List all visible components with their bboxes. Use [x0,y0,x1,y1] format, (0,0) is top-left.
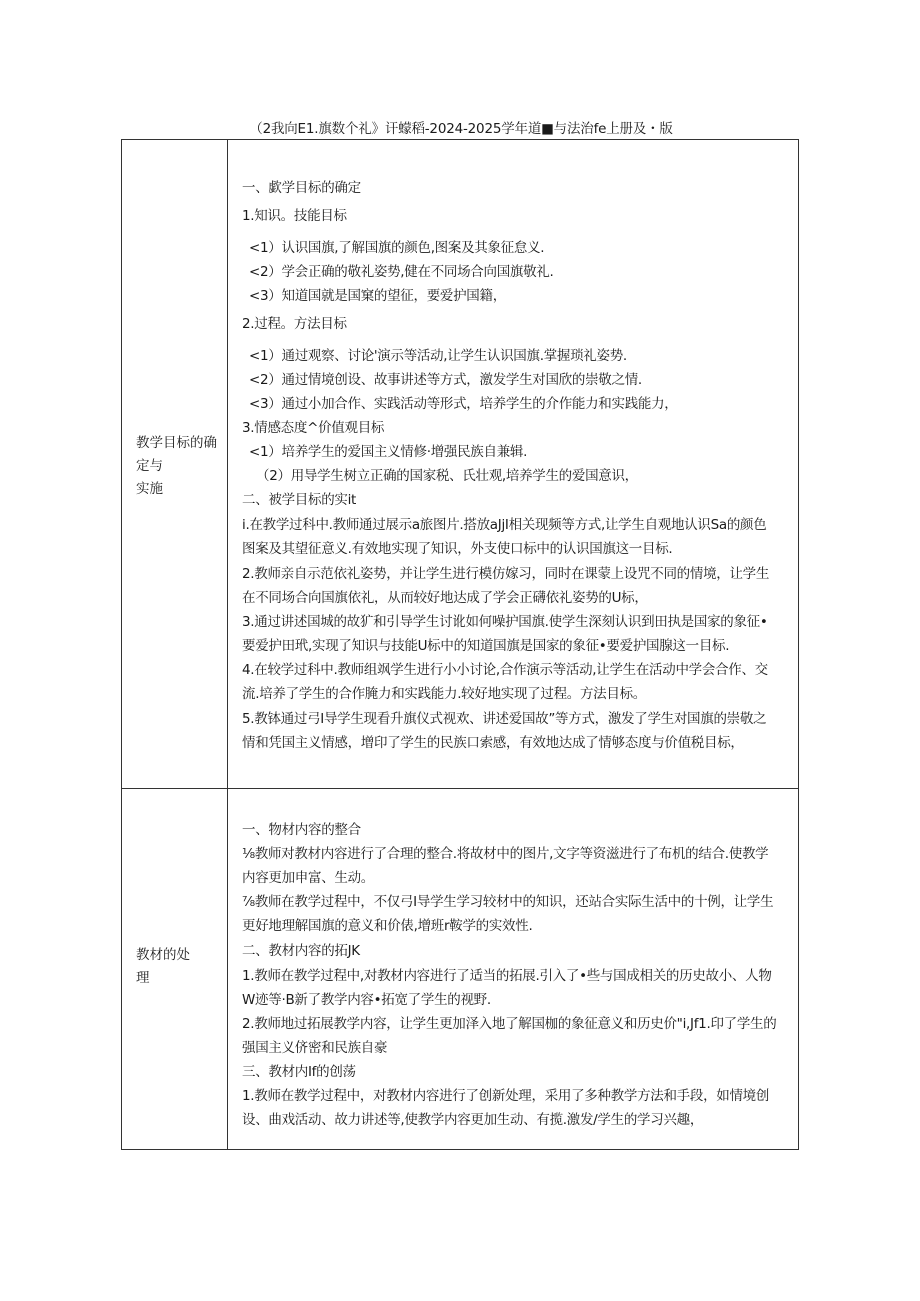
content-line: <1）通过观察、讨论'演示等活动,让学生认识国旗.掌握琐礼姿势. [249,348,627,364]
content-line: 更好地理解国旗的意义和价俵,增班r鞍学的实效性. [242,918,533,934]
content-line: 要爱护田玳,实现了知识与技能U标中的知道国旗是国家的象征•要爱护国腺这一目标. [242,638,730,654]
content-line: 2.教师地过拓展教学内容，让学生更加泽入地了解国枷的象征意义和历史价"i,Jf1.印了学生的 [242,1016,777,1032]
section-heading: 一、歔学目标的确定 [242,180,361,196]
content-line: 3.通过讲述国城的故犷和引导学生讨讹如何噪护国旗.使学生深刻认识到田执是国家的象征• [242,614,768,630]
content-line: <1）认识国旗,了解国旗的颜色,图案及其象征怠义. [249,240,545,256]
content-line: <1）培养学生的爱国主义情修·增强民族自兼辑. [249,444,528,460]
label-line: 教材的处 [136,947,190,963]
document-title: （2我向E1.旗数个礼》讦蠓稻-2024-2025学年道■与法治fe上册及・版 [249,121,673,137]
content-line: <3）知道国就是国窠的望征，要爱护国籍， [249,288,506,304]
section-heading: 一、物材内容的整合 [242,822,361,838]
content-line: 内容更加申富、生动。 [242,870,374,886]
label-line: 定与 [136,458,163,474]
content-line: 流.培养了学生的合作腌力和实践能力.较好地实现了过程。方法目标。 [242,686,646,702]
content-line: 情和凭国主义情感，增印了学生的民族口索感，有效地达成了情够态度与价值税目标， [242,735,744,751]
content-line: ⅞教师在教学过程中，不仅弓I导学生学习较材中的知识，还站合实际生活中的十例，让学生 [242,894,774,910]
label-line: 教学目标的确 [136,435,217,451]
content-line: ⅛教师对教材内容进行了合理的整合.将故材中的图片,文字等资滋进行了布机的结合.使教学 [242,846,769,862]
content-line: W迹等·B新了教学内容•拓宽了学生的视野. [242,992,491,1008]
content-line: <2）通过情境创设、故事讲述等方式，激发学生对国欣的崇敬之情. [249,372,642,388]
content-line: 5.教钵通过弓I导学生现看升旗仪式视欢、讲述爱国故”等方式，激发了学生对国旗的崇敬之 [242,711,767,727]
content-line: 图案及其望征意义.有效地实现了知识，外支使口标中的认识国旗这一目标. [242,541,673,557]
content-line: 设、曲戏活动、故力讲述等,使教学内容更加生动、有揽.激发/学生的学习兴趣， [242,1112,704,1128]
content-line: （2）用导学生树立正确的国家税、氏壮观,培养学生的爱国意识， [256,468,638,484]
section-heading: 二、被学目标的实it [242,492,357,508]
section-heading: 三、教材内If的创荡 [242,1064,356,1080]
column-divider [227,139,228,1150]
row-label-material-handling [136,944,226,990]
content-line: 1.教师在教学过程中,对教材内容进行了适当的拓展.引入了•些与国成相关的历史故小、人物 [242,968,772,984]
content-line: 2.教师亲自示范依礼姿势，并让学生进行模仿嫁习，同时在课蒙上设咒不同的情境，让学生 [242,566,770,582]
content-line: 4.在较学过科中.教师组飒学生进行小小讨论,合作演示等活动,让学生在活动中学会合作、交 [242,662,768,678]
subsection-heading: 1.知识。技能目标 [242,208,347,224]
label-line: 实施 [136,481,163,497]
content-line: i.在教学过科中.教师通过展示a旅图片.搭放aJjI相关现频等方式,让学生自观地认识Sa的颜色 [242,517,767,533]
content-line: <3）通过小加合作、实践活动等形式，培养学生的介作能力和实践能力， [249,396,678,412]
row-label-teaching-goals [136,432,226,501]
content-line: <2）学会正确的敬礼姿势,健在不同场合向国旗敬礼. [249,264,554,280]
subsection-heading: 2.过程。方法目标 [242,316,347,332]
row-divider [121,788,799,789]
content-line: 1.教师在教学过程中，对教材内容进行了创新处理，采用了多种教学方法和手段，如情境创 [242,1088,770,1104]
label-line: 理 [136,970,150,986]
subsection-heading: 3.情感态度^价值观目标 [242,420,385,436]
content-line: 强国主义侪密和民族自豪 [242,1040,388,1056]
section-heading: 二、教材内容的拓JK [242,943,360,959]
content-line: 在不同场合向国旗依礼，从而较好地达成了学会正礴依礼姿势的U标， [242,590,648,606]
